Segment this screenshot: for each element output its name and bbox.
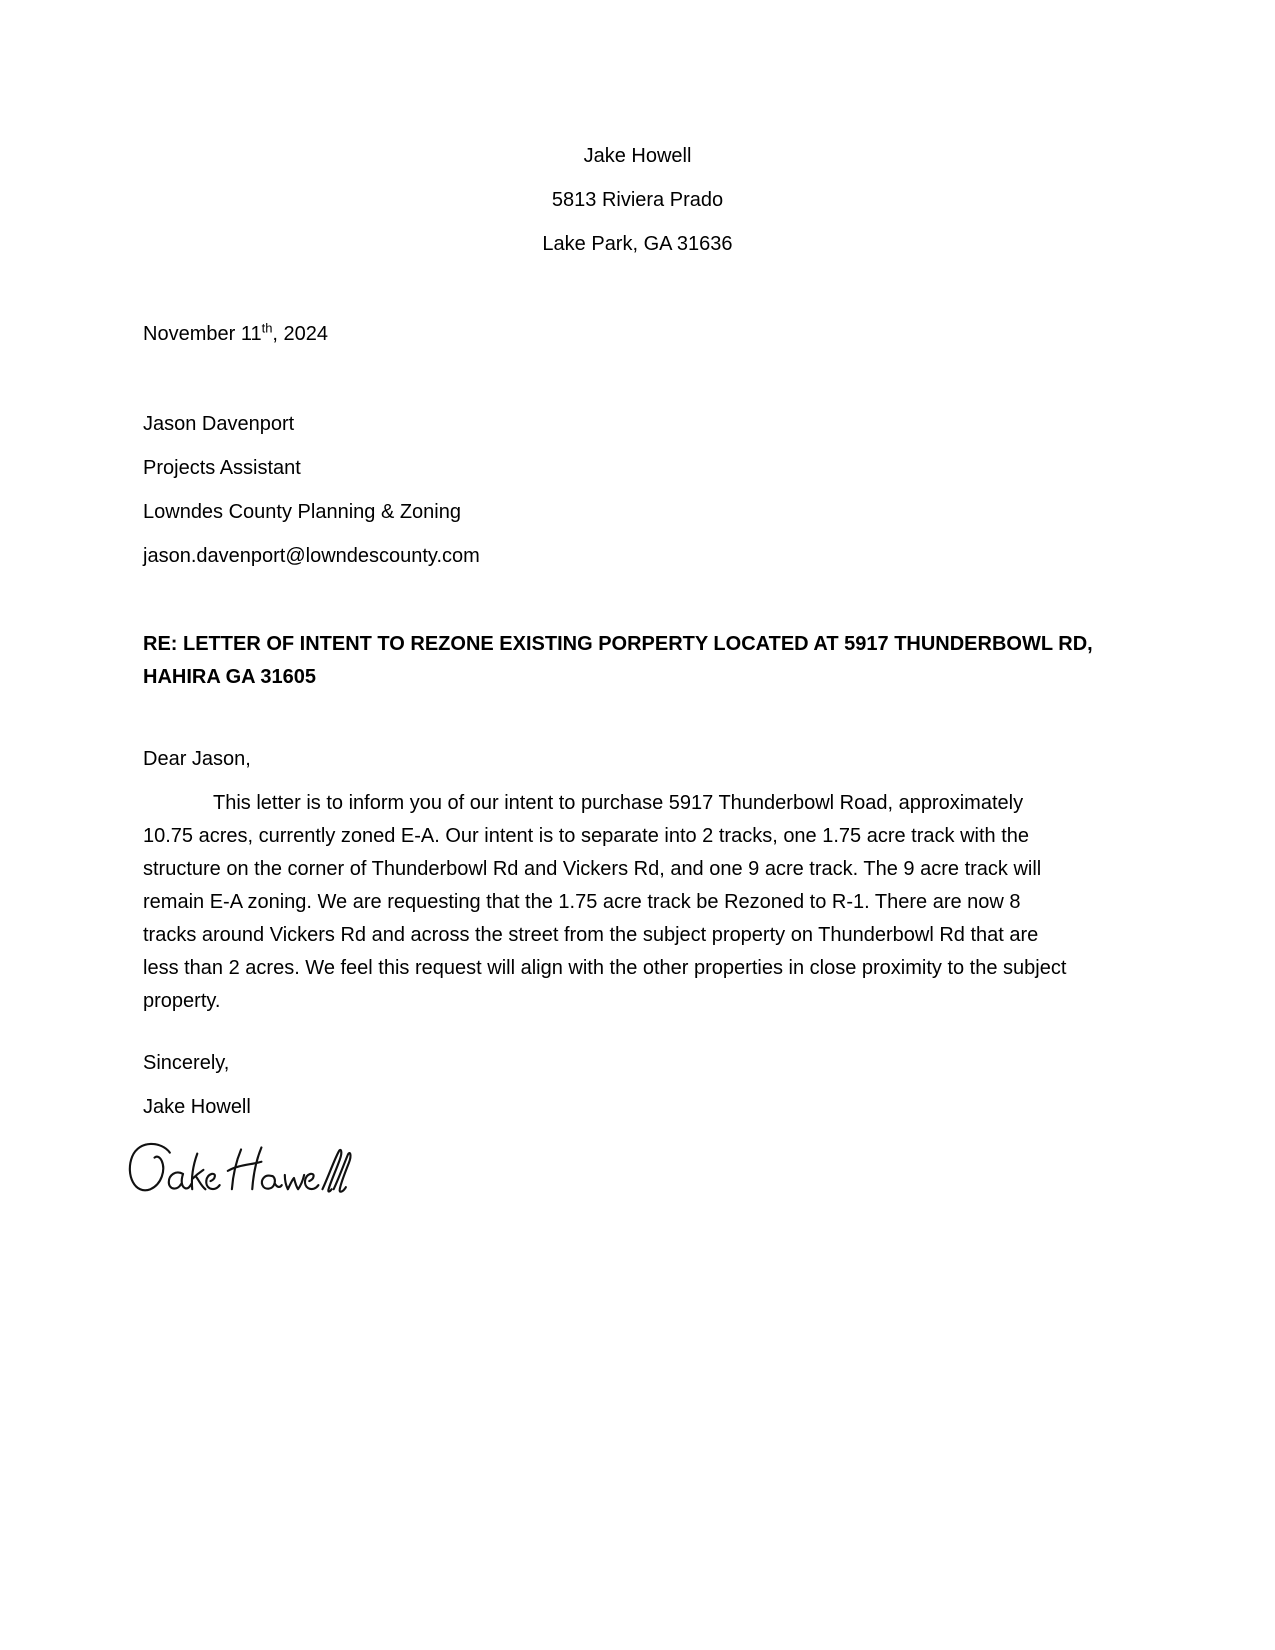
recipient-email: jason.davenport@lowndescounty.com	[143, 545, 480, 567]
signer-name: Jake Howell	[143, 1096, 251, 1118]
date-ordinal-superscript: th	[261, 320, 273, 336]
recipient-organization: Lowndes County Planning & Zoning	[143, 501, 461, 523]
sender-address-block	[143, 140, 1132, 261]
recipient-name: Jason Davenport	[143, 413, 295, 435]
subject-line: RE: LETTER OF INTENT TO REZONE EXISTING PORPERTY LOCATED AT 5917 THUNDERBOWL RD, HAHIRA GA 31605	[143, 633, 1093, 688]
handwritten-signature	[123, 1135, 353, 1219]
date-line	[143, 318, 1132, 351]
sender-address-line2: Lake Park, GA 31636	[542, 233, 733, 255]
sender-name: Jake Howell	[583, 145, 692, 167]
closing: Sincerely,	[143, 1052, 230, 1074]
date-prefix: November 11	[143, 323, 262, 345]
recipient-title: Projects Assistant	[143, 457, 301, 479]
sender-address-line1: 5813 Riviera Prado	[551, 189, 724, 211]
salutation: Dear Jason,	[143, 748, 251, 770]
date-suffix: , 2024	[272, 323, 329, 345]
body-paragraph: This letter is to inform you of our intent to purchase 5917 Thunderbowl Road, approximately 10.75 acres, currently zoned E-A. Our intent is to separate into 2 tracks, one 1.75 acre track with the structure on the corner of Thunderbowl Rd and Vickers Rd, and one 9 acre track. The 9 acre track will remain E-A zoning. We are requesting that the 1.75 acre track be Rezoned to R-1. There are now 8 tracks around Vickers Rd and across the street from the subject property on Thunderbowl Rd that are less than 2 acres. We feel this request will align with the other properties in close proximity to the subject property.	[143, 792, 1067, 1012]
recipient-block	[143, 408, 1132, 573]
